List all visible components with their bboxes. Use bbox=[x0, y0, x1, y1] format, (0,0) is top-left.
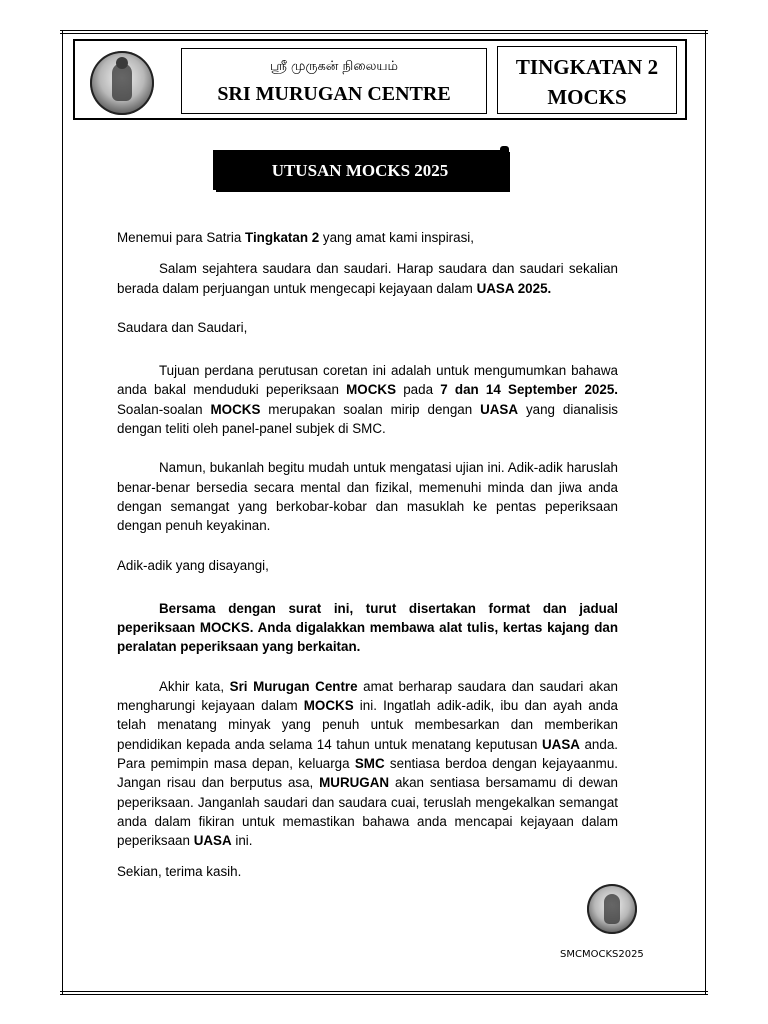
deity-logo bbox=[90, 51, 154, 115]
letter-banner: UTUSAN MOCKS 2025 bbox=[213, 150, 507, 190]
p5-bold-5: MURUGAN bbox=[319, 775, 390, 791]
letter-body bbox=[117, 228, 618, 882]
paragraph-5 bbox=[117, 677, 618, 851]
p2-text-2: pada bbox=[396, 382, 441, 398]
centre-name: SRI MURUGAN CENTRE bbox=[217, 83, 451, 105]
p2-bold-1: MOCKS bbox=[346, 382, 396, 398]
p5-bold-1: Sri Murugan Centre bbox=[229, 678, 358, 694]
closing: Sekian, terima kasih. bbox=[117, 864, 242, 880]
paragraph-1-exam: UASA 2025. bbox=[476, 280, 552, 296]
p5-bold-3: UASA bbox=[542, 736, 580, 752]
salutation-1: Saudara dan Saudari, bbox=[117, 319, 248, 335]
p2-text-3: Soalan-soalan bbox=[117, 401, 211, 417]
paragraph-2 bbox=[117, 361, 618, 438]
paragraph-1 bbox=[117, 259, 618, 298]
greeting-text-end: yang amat kami inspirasi, bbox=[319, 230, 474, 245]
salutation-2: Adik-adik yang disayangi, bbox=[117, 557, 269, 573]
outer-border-right bbox=[705, 30, 706, 995]
p5-bold-4: SMC bbox=[354, 755, 385, 771]
greeting-grade: Tingkatan 2 bbox=[245, 230, 320, 245]
grade-box bbox=[497, 46, 677, 114]
outer-border-bottom-inner bbox=[60, 994, 708, 995]
greeting-text: Menemui para Satria bbox=[117, 230, 246, 245]
p5-text-5: sentiasa berdoa dengan kejayaanmu. Jangan risau dan berputus asa, bbox=[117, 755, 618, 791]
footer-deity-figure-shape bbox=[604, 894, 620, 924]
p2-text-4: merupakan soalan mirip dengan bbox=[260, 401, 481, 417]
paragraph-3: Namun, bukanlah begitu mudah untuk mengatasi ujian ini. Adik-adik haruslah benar-benar bersedia secara mental dan fizikal, memenuhi minda dan jiwa anda dengan semangat yang berkobar-kobar dan masuklah ke pentas peperiksaan dengan penuh keyakinan. bbox=[117, 460, 618, 534]
greeting bbox=[117, 228, 618, 247]
paragraph-4 bbox=[117, 599, 618, 657]
centre-tamil-name: ஸ்ரீ முருகன் நிலையம் bbox=[269, 59, 399, 74]
p2-text-1: Tujuan perdana perutusan coretan ini adalah untuk mengumumkan bahawa anda bakal menduduki peperiksaan bbox=[117, 363, 618, 398]
p5-text-4: anda. Para pemimpin masa depan, keluarga bbox=[117, 736, 618, 771]
p5-text-6: akan sentiasa bersamamu di dewan peperiksaan. Janganlah saudari dan saudara cuai, teruslah mengekalkan semangat anda dalam fikiran untuk memastikan bahawa anda mencapai kejayaan dalam peperiksaan bbox=[117, 775, 618, 849]
p5-text-7: ini. bbox=[231, 833, 253, 849]
paragraph-4-text: Bersama dengan surat ini, turut disertakan format dan jadual peperiksaan MOCKS. Anda digalakkan membawa alat tulis, kertas kajang dan peralatan peperiksaan yang berkaitan. bbox=[117, 600, 618, 655]
p2-bold-4: UASA bbox=[480, 401, 519, 417]
footer-code: SMCMOCKS2025 bbox=[560, 949, 644, 960]
outer-border-left bbox=[62, 30, 63, 995]
outer-border-top-inner bbox=[60, 33, 708, 34]
p5-bold-2: MOCKS bbox=[303, 698, 354, 714]
paragraph-1-text: Salam sejahtera saudara dan saudari. Harap saudara dan saudari sekalian berada dalam perjuangan untuk mengecapi kejayaan dalam bbox=[117, 261, 618, 296]
p5-text-3: ini. Ingatlah adik-adik, ibu dan ayah anda telah menatang minyak yang penuh untuk membesarkan dan memberikan pendidikan kepada anda selama 14 tahun untuk menatang keputusan bbox=[117, 698, 618, 752]
footer-deity-logo bbox=[587, 884, 637, 934]
p5-bold-6: UASA bbox=[193, 833, 232, 849]
p2-text-5: yang dianalisis dengan teliti oleh panel-panel subjek di SMC. bbox=[117, 401, 618, 437]
p2-bold-2: 7 dan 14 September 2025. bbox=[440, 382, 618, 398]
p2-bold-3: MOCKS bbox=[210, 401, 261, 417]
outer-border-top bbox=[60, 30, 708, 31]
grade-label: TINGKATAN 2 bbox=[515, 55, 659, 79]
centre-title-box bbox=[181, 48, 487, 114]
exam-label: MOCKS bbox=[547, 85, 627, 109]
outer-border-bottom bbox=[60, 991, 708, 992]
p5-text-1: Akhir kata, bbox=[159, 678, 230, 694]
deity-head-shape bbox=[116, 57, 128, 69]
p5-text-2: amat berharap saudara dan saudari akan mengharungi kejayaan dalam bbox=[117, 678, 618, 714]
